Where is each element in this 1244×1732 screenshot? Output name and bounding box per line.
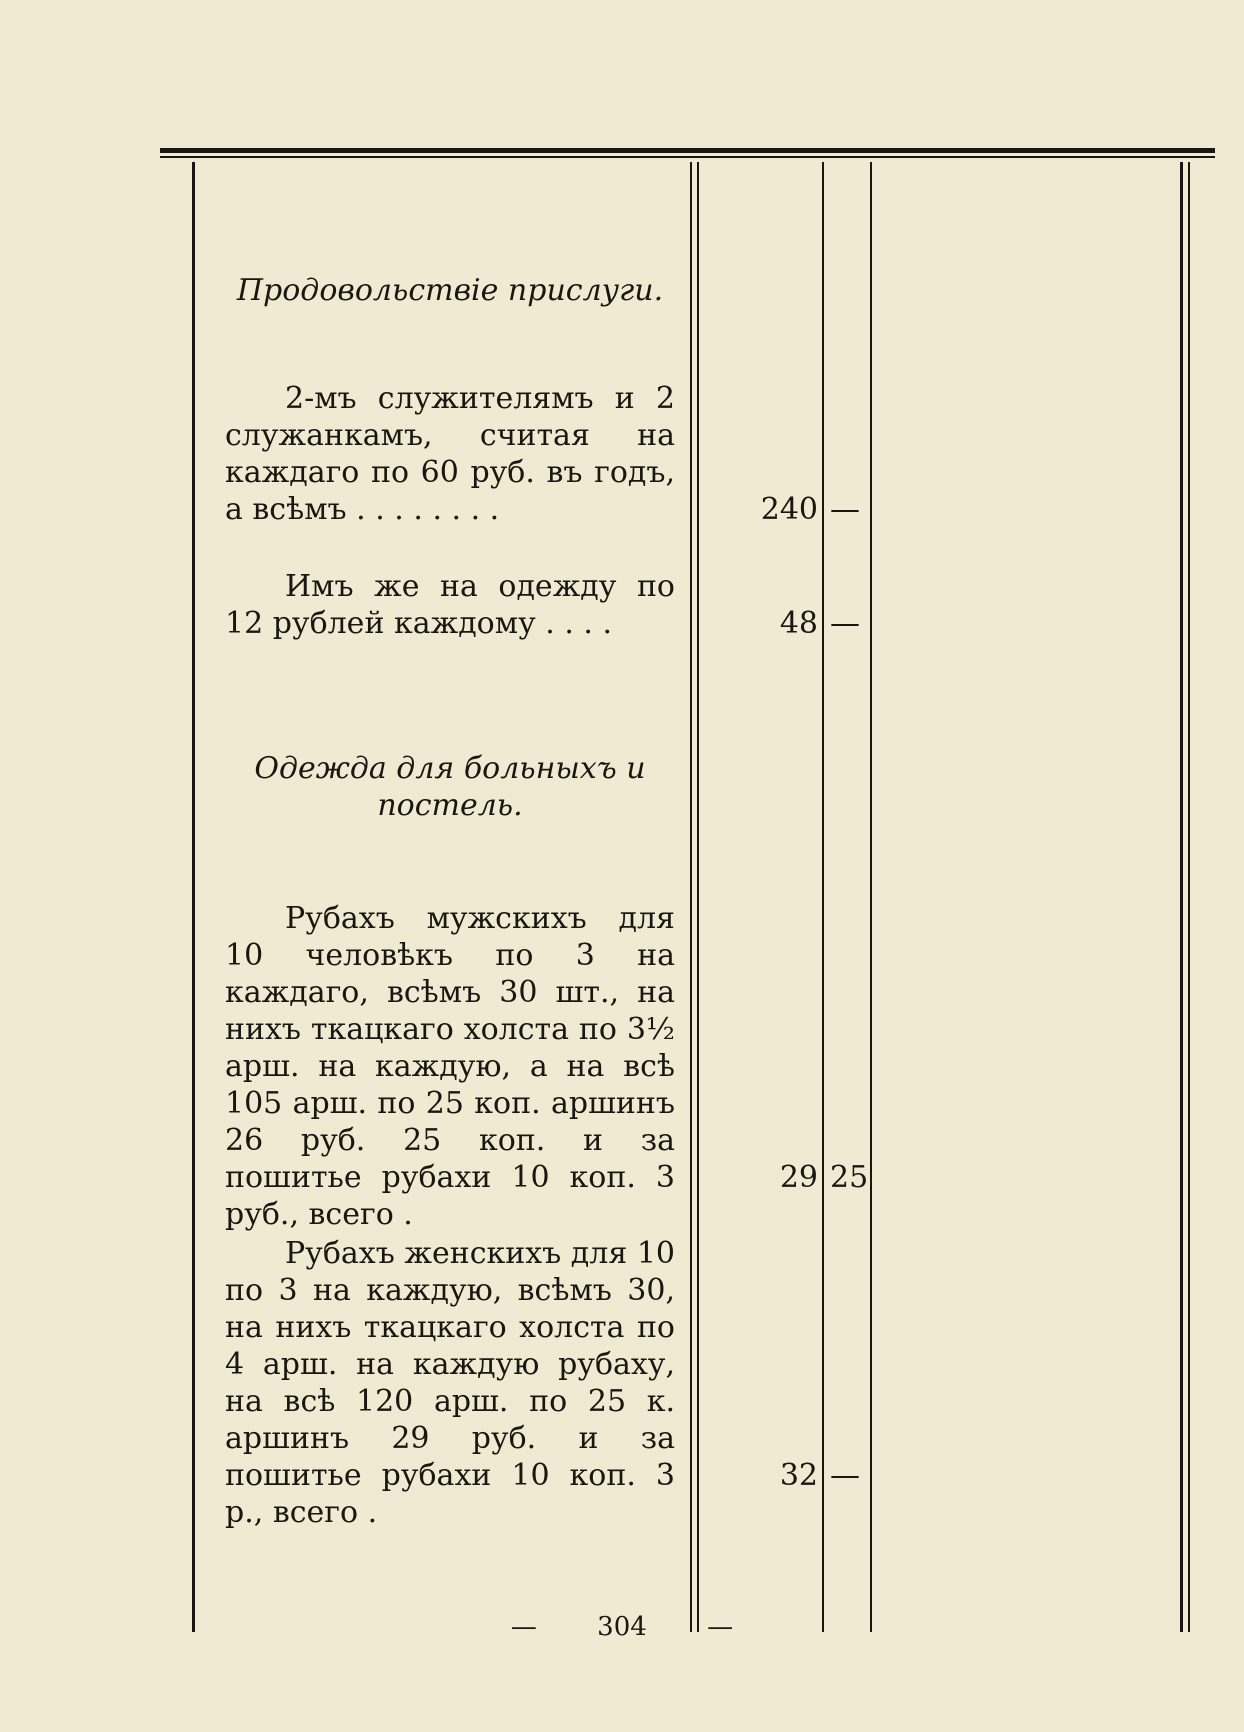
entry-womens-shirts: Рубахъ женскихъ для 10 по 3 на каждую, всѣмъ 30, на нихъ ткацкаго холста по 4 арш. на каждую рубаху, на всѣ 120 арш. по 25 к. аршинъ 29 руб. и за пошитье рубахи 10 коп. 3 р., всего . <box>225 1236 675 1530</box>
entry-servants-clothing: Имъ же на одежду по 12 рублей каждому . . . . <box>225 569 675 641</box>
section-heading-clothing: Одежда для больныхъ и постель. <box>254 751 646 823</box>
entry-mens-shirts: Рубахъ мужскихъ для 10 человѣкъ по 3 на каждаго, всѣмъ 30 шт., на нихъ ткацкаго холста по 3½ арш. на каждую, а на всѣ 105 арш. по 25 коп. аршинъ 26 руб. 25 коп. и за пошитье рубахи 10 коп. 3 руб., всего . <box>225 901 675 1232</box>
amount-rub: 240 <box>760 492 818 527</box>
kopeks-column-right-line <box>870 162 872 1632</box>
top-rule-thin <box>160 156 1215 158</box>
amount-kop: — <box>830 492 860 527</box>
page-number: 304 <box>597 1612 647 1642</box>
amount-rub: 48 <box>779 606 818 641</box>
amount-rub: 29 <box>779 1160 818 1195</box>
footer-dash-right: — <box>707 1612 734 1642</box>
rubles-column-left-line-2 <box>697 162 699 1632</box>
page-footer <box>0 1612 1244 1642</box>
entry-servants-food: 2-мъ служителямъ и 2 служанкамъ, считая на каждаго по 60 руб. въ годъ, а всѣмъ . . . . . . . . <box>225 381 675 527</box>
section-heading-servants: Продовольствіе прислуги. <box>236 273 664 308</box>
right-border-line-2 <box>1188 162 1190 1632</box>
kopeks-column-left-line <box>822 162 824 1632</box>
amount-kop: — <box>830 606 860 641</box>
amount-rub: 32 <box>779 1458 818 1493</box>
footer-dash-left: — <box>510 1612 537 1642</box>
top-rule <box>160 148 1215 153</box>
left-border-line <box>192 162 195 1632</box>
rubles-column-left-line <box>690 162 692 1632</box>
amount-kop: — <box>830 1458 860 1493</box>
right-border-line <box>1180 162 1183 1632</box>
amount-kop: 25 <box>830 1160 869 1195</box>
